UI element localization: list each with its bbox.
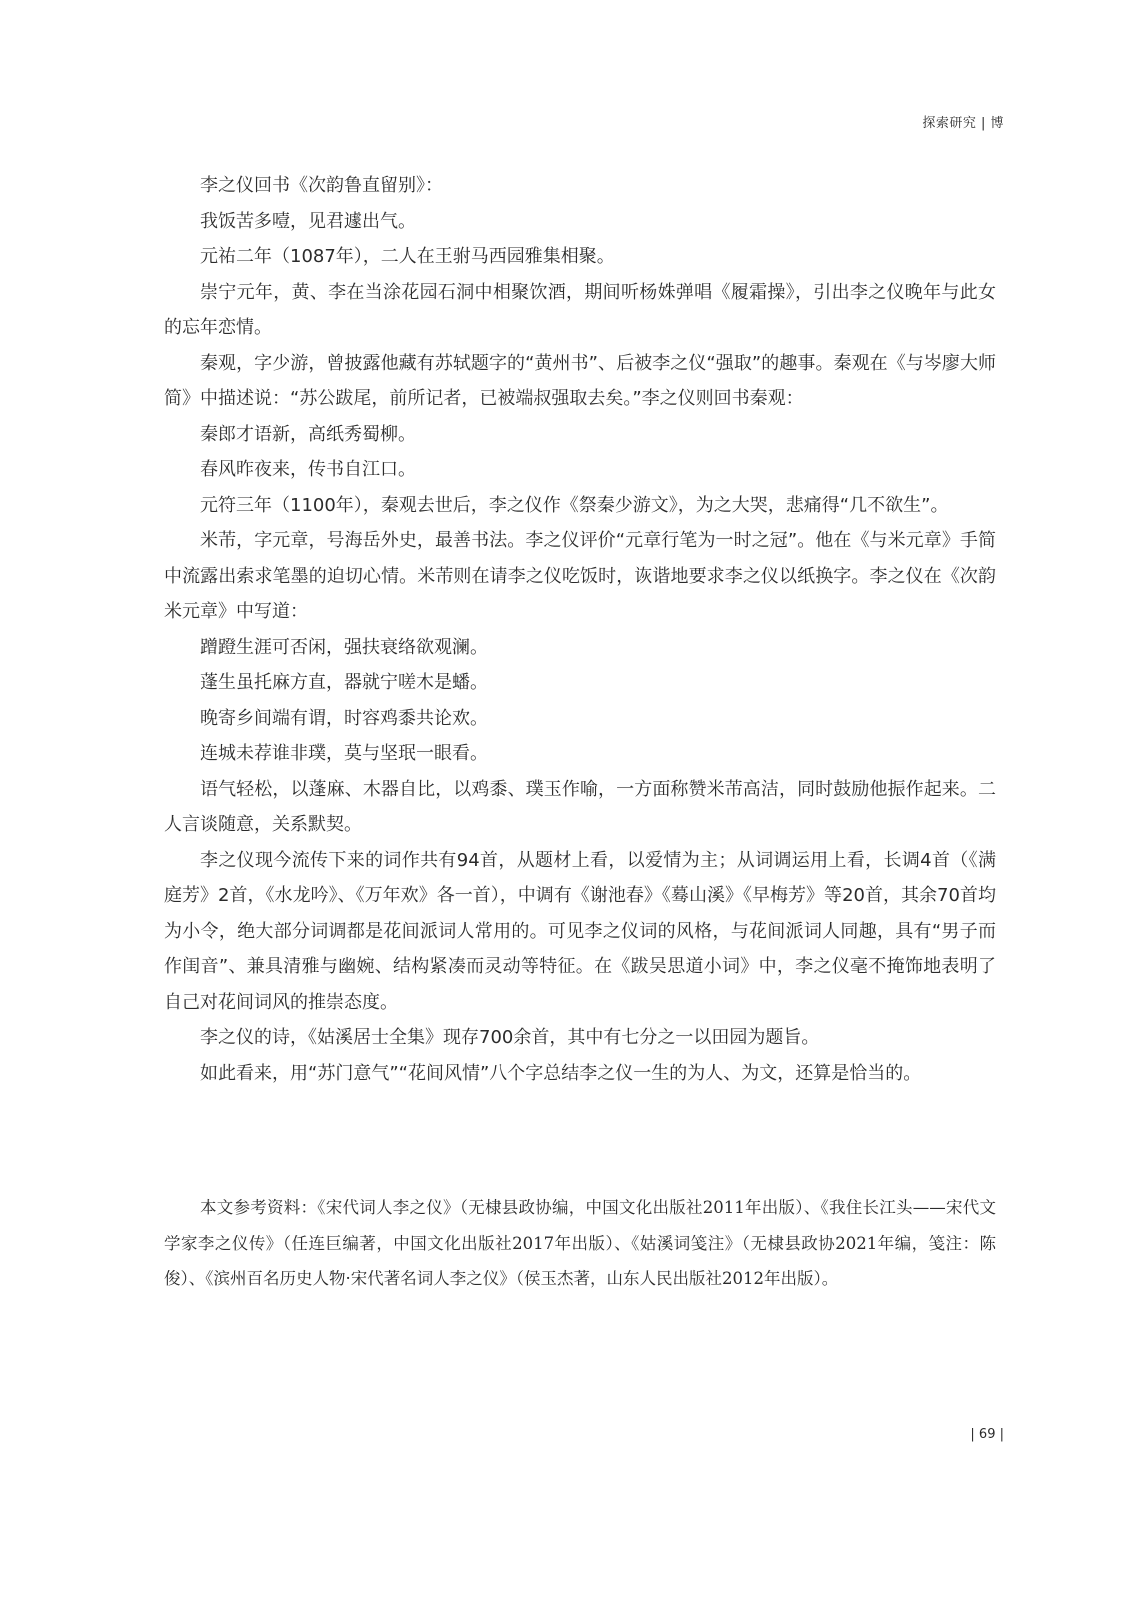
verse-line: 我饭苦多噎，见君遽出气。 [200,210,416,232]
paragraph: 李之仪回书《次韵鲁直留别》： [200,175,443,196]
paragraph: 米芾，字元章，号海岳外史，最善书法。李之仪评价“元章行笔为一时之冠”。他在《与米元章》手简中流露出索求笔墨的迫切心情。米芾则在请李之仪吃饭时，诙谐地要求李之仪以纸换字。李之仪在《次韵米元章》中写道： [164,530,996,622]
paragraph: 元符三年（1100年），秦观去世后，李之仪作《祭秦少游文》，为之大哭，悲痛得“几不欲生”。 [200,494,949,516]
verse-line: 蹭蹬生涯可否闲，强扶衰络欲观澜。 [200,636,488,658]
running-header: 探索研究 | 博 [922,116,1004,131]
verse-line: 连城未荐谁非璞，莫与坚珉一眼看。 [200,743,488,764]
paragraph: 秦观，字少游，曾披露他藏有苏轼题字的“黄州书”、后被李之仪“强取”的趣事。秦观在《与岑廖大师简》中描述说：“苏公跋尾，前所记者，已被端叔强取去矣。”李之仪则回书秦观： [164,352,996,409]
paragraph: 李之仪的诗，《姑溪居士全集》现存700余首，其中有七分之一以田园为题旨。 [200,1027,820,1048]
article-body [164,168,996,1091]
verse-line: 蓬生虽托麻方直，器就宁嗟木是蟠。 [200,672,488,693]
paragraph: 如此看来，用“苏门意气”“花间风情”八个字总结李之仪一生的为人、为文，还算是恰当的。 [200,1062,922,1084]
paragraph: 李之仪现今流传下来的词作共有94首，从题材上看，以爱情为主；从词调运用上看，长调4首（《满庭芳》2首，《水龙吟》、《万年欢》各一首），中调有《谢池春》《蓦山溪》《早梅芳》等20首，其余70首均为小令，绝大部分词调都是花间派词人常用的。可见李之仪词的风格，与花间派词人同趣，具有“男子而作闺音”、兼具清雅与幽婉、结构紧凑而灵动等特征。在《跋吴思道小词》中，李之仪毫不掩饰地表明了自己对花间词风的推崇态度。 [164,849,996,1013]
page-number: | 69 | [970,1427,1004,1442]
paragraph: 崇宁元年，黄、李在当涂花园石洞中相聚饮酒，期间听杨姝弹唱《履霜操》，引出李之仪晚年与此女的忘年恋情。 [164,281,996,338]
verse-line: 晚寄乡间端有谓，时容鸡黍共论欢。 [200,707,488,729]
verse-line: 春风昨夜来，传书自江口。 [200,459,416,480]
paragraph: 语气轻松，以蓬麻、木器自比，以鸡黍、璞玉作喻，一方面称赞米芾高洁，同时鼓励他振作起来。二人言谈随意，关系默契。 [164,778,996,835]
verse-line: 秦郎才语新，高纸秀蜀柳。 [200,423,416,445]
paragraph: 元祐二年（1087年），二人在王驸马西园雅集相聚。 [200,246,615,267]
references-note: 本文参考资料：《宋代词人李之仪》（无棣县政协编，中国文化出版社2011年出版）、《我住长江头——宋代文学家李之仪传》（任连巨编著，中国文化出版社2017年出版）、《姑溪词笺注》（无棣县政协2021年编，笺注：陈俊）、《滨州百名历史人物·宋代著名词人李之仪》（侯玉杰著，山东人民出版社2012年出版）。 [164,1198,996,1288]
